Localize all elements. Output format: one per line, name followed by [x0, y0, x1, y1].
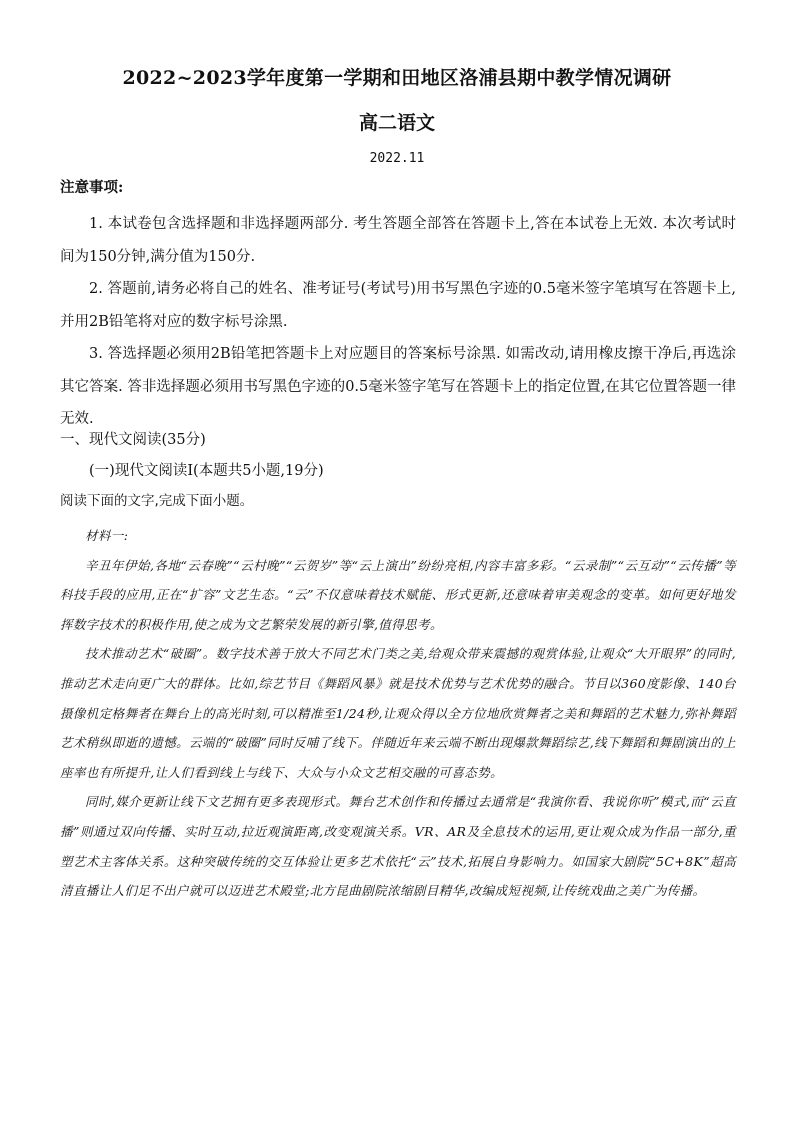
material-paragraph: 辛丑年伊始,各地“云春晚”“云村晚”“云贺岁”等“云上演出”纷纷亮相,内容丰富多彩。“云录制”“云互动”“云传播”等科技手段的应用,正在“扩容”文艺生态。“云”不仅意味着技术赋能、形式更新,还意味着审美观念的变革。如何更好地发挥数字技术的积极作用,使之成为文艺繁荣发展的新引擎,值得思考。 — [60, 557, 736, 632]
notice-item: 1. 本试卷包含选择题和非选择题两部分. 考生答题全部答在答题卡上,答在本试卷上无效. 本次考试时间为150分钟,满分值为150分. — [60, 216, 736, 265]
material-label: 材料一: — [85, 528, 129, 543]
notice-list — [60, 208, 736, 436]
reading-material — [60, 521, 736, 906]
material-paragraph: 技术推动艺术“破圈”。数字技术善于放大不同艺术门类之美,给观众带来震撼的观赏体验,让观众“大开眼界”的同时,推动艺术走向更广大的群体。比如,综艺节目《舞蹈风暴》就是技术优势与艺术优势的融合。节目以360度影像、140台摄像机定格舞者在舞台上的高光时刻,可以精准至1/24秒,让观众得以全方位地欣赏舞者之美和舞蹈的艺术魅力,弥补舞蹈艺术稍纵即逝的遗憾。云端的“破圈”同时反哺了线下。伴随近年来云端不断出现爆款舞蹈综艺,线下舞蹈和舞剧演出的上座率也有所提升,让人们看到线上与线下、大众与小众文艺相交融的可喜态势。 — [60, 646, 736, 780]
material-paragraph: 同时,媒介更新让线下文艺拥有更多表现形式。舞台艺术创作和传播过去通常是“我演你看、我说你听”模式,而“云直播”则通过双向传播、实时互动,拉近观演距离,改变观演关系。VR、AR及全息技术的运用,更让观众成为作品一部分,重塑艺术主客体关系。这种突破传统的交互体验让更多艺术依托“云”技术,拓展自身影响力。如国家大剧院“5C+8K”超高清直播让人们足不出户就可以迈进艺术殿堂;北方昆曲剧院浓缩剧目精华,改编成短视频,让传统戏曲之美广为传播。 — [60, 794, 736, 899]
notice-item: 3. 答选择题必须用2B铅笔把答题卡上对应题目的答案标号涂黑. 如需改动,请用橡皮擦干净后,再选涂其它答案. 答非选择题必须用书写黑色字迹的0.5毫米签字笔写在答题卡上的指定位置,在其它位置答题一律无效. — [60, 346, 736, 427]
notice-item: 2. 答题前,请务必将自己的姓名、准考证号(考试号)用书写黑色字迹的0.5毫米签字笔填写在答题卡上,并用2B铅笔将对应的数字标号涂黑. — [60, 281, 736, 330]
subsection-heading: (一)现代文阅读Ⅰ(本题共5小题,19分) — [89, 463, 324, 479]
exam-title: 2022~2023学年度第一学期和田地区洛浦县期中教学情况调研 — [122, 67, 672, 89]
section-heading: 一、现代文阅读(35分) — [60, 432, 206, 448]
exam-subject: 高二语文 — [358, 112, 435, 134]
notice-heading: 注意事项: — [60, 179, 124, 196]
reading-instruction: 阅读下面的文字,完成下面小题。 — [60, 493, 254, 509]
exam-date: 2022.11 — [369, 151, 425, 166]
